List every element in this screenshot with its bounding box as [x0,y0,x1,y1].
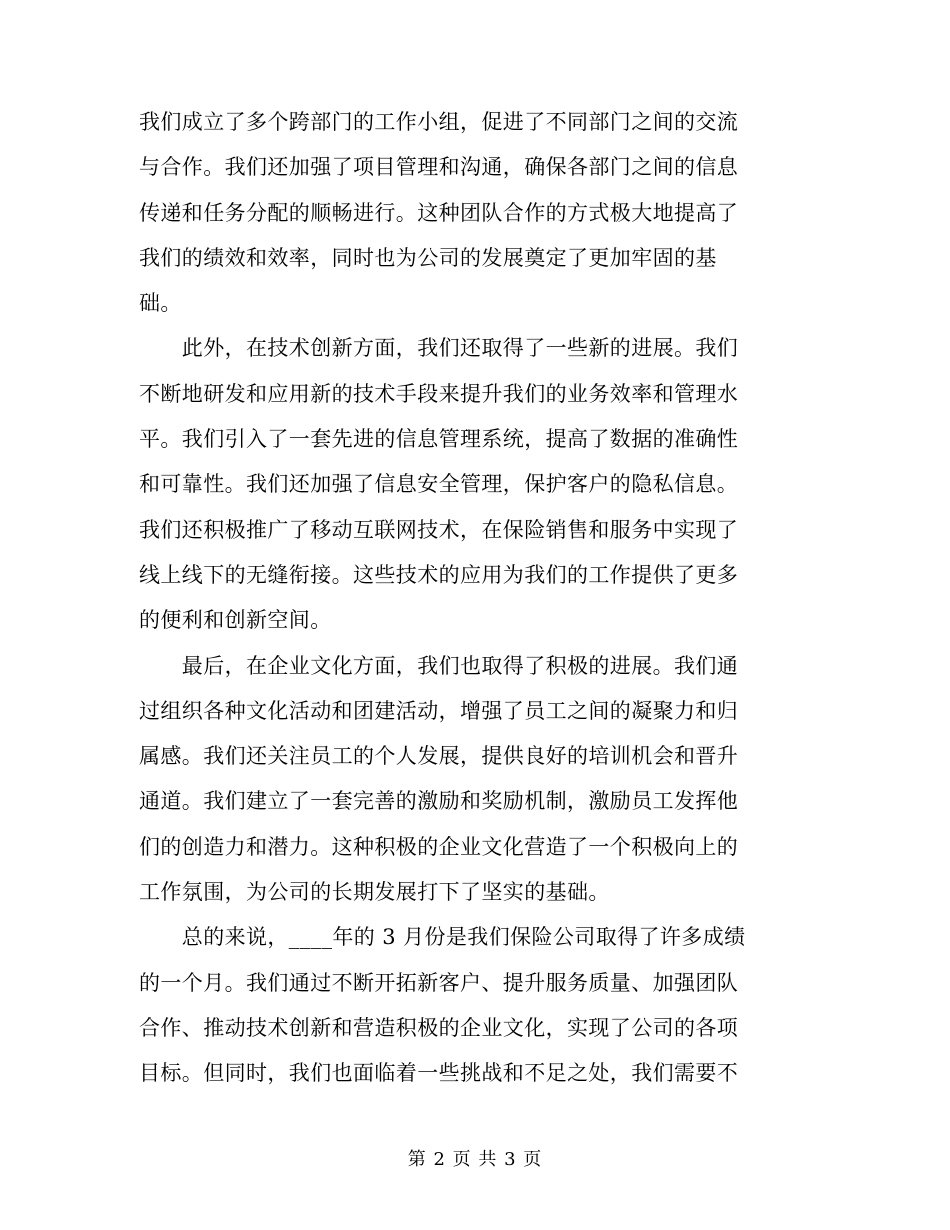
text-line: 的一个月。我们通过不断开拓新客户、提升服务质量、加强团队 [139,970,739,995]
text-line: 的便利和创新空间。 [139,608,332,633]
text-line: 础。 [139,291,182,316]
text-line: 此外，在技术创新方面，我们还取得了一些新的进展。我们 [139,336,739,361]
text-line: 我们还积极推广了移动互联网技术，在保险销售和服务中实现了 [139,517,739,542]
text-line: 平。我们引入了一套先进的信息管理系统，提高了数据的准确性 [139,427,739,452]
text-line: 传递和任务分配的顺畅进行。这种团队合作的方式极大地提高了 [139,200,739,225]
body-text [139,100,809,1097]
text-line: 不断地研发和应用新的技术手段来提升我们的业务效率和管理水 [139,381,739,406]
text-line: 我们成立了多个跨部门的工作小组，促进了不同部门之间的交流 [139,110,739,134]
text-line: 们的创造力和潜力。这种积极的企业文化营造了一个积极向上的 [139,834,739,859]
text-line: 合作、推动技术创新和营造积极的企业文化，实现了公司的各项 [139,1015,739,1040]
text-line: 最后，在企业文化方面，我们也取得了积极的进展。我们通 [139,653,739,678]
page-footer: 第 2 页 共 3 页 [407,1149,543,1170]
text-line: 通道。我们建立了一套完善的激励和奖励机制，激励员工发挥他 [139,789,739,814]
text-line: 我们的绩效和效率，同时也为公司的发展奠定了更加牢固的基 [139,245,717,270]
text-line: 目标。但同时，我们也面临着一些挑战和不足之处，我们需要不 [139,1061,739,1086]
text-line: 总的来说，____年的 3 月份是我们保险公司取得了许多成绩 [139,925,746,950]
text-line: 和可靠性。我们还加强了信息安全管理，保护客户的隐私信息。 [139,472,739,497]
text-line: 线上线下的无缝衔接。这些技术的应用为我们的工作提供了更多 [139,562,739,587]
text-line: 属感。我们还关注员工的个人发展，提供良好的培训机会和晋升 [139,744,739,769]
text-line: 工作氛围，为公司的长期发展打下了坚实的基础。 [139,880,610,905]
text-line: 与合作。我们还加强了项目管理和沟通，确保各部门之间的信息 [139,155,739,180]
text-line: 过组织各种文化活动和团建活动，增强了员工之间的凝聚力和归 [139,698,739,723]
